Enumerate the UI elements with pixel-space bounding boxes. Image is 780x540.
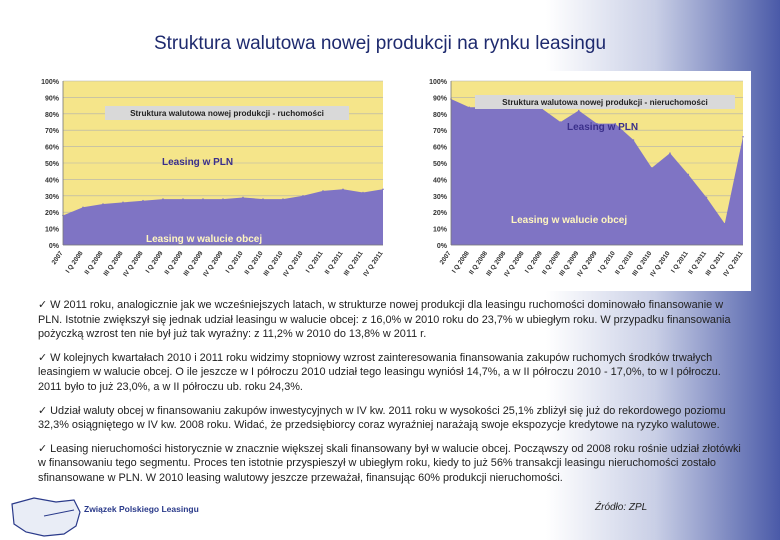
x-tick-label: IV Q 2010 xyxy=(649,250,672,279)
y-tick-label: 10% xyxy=(44,226,59,234)
data-point xyxy=(322,190,324,192)
bullet-item xyxy=(38,442,744,486)
x-tick-label: IV Q 2009 xyxy=(576,250,599,279)
org-name: Związek Polskiego Leasingu xyxy=(84,504,199,514)
bullet-text: Udział waluty obcej w finansowaniu zakupów inwestycyjnych w IV kw. 2011 roku w wysokości 25,1% zbliżył się już do rekordowego poziomu 32,3% osiągniętego w IV kw. 2008 roku. Widać, że przedsiębiorcy coraz wyraźniej narażają swoje ekspozycje kredytowe na ryzyko walutowe. xyxy=(38,404,726,432)
x-tick-label: II Q 2009 xyxy=(541,250,563,277)
y-tick-label: 100% xyxy=(41,79,59,86)
x-tick-label: I Q 2011 xyxy=(670,250,690,275)
data-point xyxy=(302,195,304,197)
data-point xyxy=(742,136,744,138)
checkmark-icon: ✓ xyxy=(38,351,48,364)
chart-movables-svg xyxy=(30,71,392,291)
x-tick-label: I Q 2010 xyxy=(224,250,245,275)
chart-movables xyxy=(30,71,392,291)
checkmark-icon: ✓ xyxy=(38,299,48,311)
slide-title: Struktura walutowa nowej produkcji na rynku leasingu xyxy=(153,33,607,54)
annotation-foreign: Leasing w walucie obcej xyxy=(146,234,263,245)
x-tick-label: I Q 2008 xyxy=(64,250,85,275)
y-tick-label: 90% xyxy=(44,95,59,103)
data-point xyxy=(706,197,708,199)
data-point xyxy=(687,174,689,176)
y-tick-label: 40% xyxy=(44,177,59,185)
x-tick-label: IV Q 2008 xyxy=(503,250,526,279)
annotation-foreign: Leasing w walucie obcej xyxy=(511,215,628,226)
data-point xyxy=(262,198,264,200)
y-tick-label: 30% xyxy=(432,193,447,201)
y-tick-label: 80% xyxy=(432,111,447,119)
y-tick-label: 80% xyxy=(44,111,59,119)
data-point xyxy=(122,202,124,204)
x-tick-label: III Q 2009 xyxy=(182,250,205,278)
y-tick-label: 70% xyxy=(44,128,59,136)
y-tick-label: 50% xyxy=(432,161,447,168)
data-point xyxy=(202,198,204,200)
data-point xyxy=(82,206,84,208)
bullet-item xyxy=(38,404,744,433)
annotation-pln: Leasing w PLN xyxy=(162,157,234,168)
x-tick-label: I Q 2010 xyxy=(596,250,617,275)
checkmark-icon: ✓ xyxy=(38,442,48,455)
x-tick-label: 2007 xyxy=(50,250,65,266)
x-tick-label: II Q 2010 xyxy=(614,250,636,277)
chart-title: Struktura walutowa nowej produkcji - nieruchomości xyxy=(502,98,708,107)
x-tick-label: I Q 2011 xyxy=(304,250,325,275)
data-point xyxy=(162,198,164,200)
data-point xyxy=(578,110,580,112)
bullet-item xyxy=(38,351,744,395)
y-tick-label: 0% xyxy=(48,243,59,250)
x-tick-label: IV Q 2009 xyxy=(202,250,225,279)
x-tick-label: III Q 2010 xyxy=(631,250,654,278)
y-tick-label: 20% xyxy=(44,210,59,218)
x-tick-label: II Q 2008 xyxy=(83,250,105,277)
data-point xyxy=(468,106,470,108)
bullet-list xyxy=(38,298,744,495)
x-tick-label: III Q 2008 xyxy=(485,250,508,278)
data-point xyxy=(382,188,384,190)
x-tick-label: IV Q 2008 xyxy=(122,250,145,279)
x-tick-label: III Q 2011 xyxy=(704,250,727,278)
x-tick-label: III Q 2011 xyxy=(342,250,365,278)
y-tick-label: 60% xyxy=(432,144,447,152)
x-tick-label: III Q 2008 xyxy=(102,250,125,278)
y-tick-label: 20% xyxy=(432,210,447,218)
x-tick-label: III Q 2009 xyxy=(558,250,581,278)
x-tick-label: I Q 2009 xyxy=(523,250,544,275)
data-point xyxy=(242,197,244,199)
data-point xyxy=(342,188,344,190)
y-tick-label: 70% xyxy=(432,128,447,136)
y-tick-label: 60% xyxy=(44,144,59,152)
checkmark-icon: ✓ xyxy=(38,404,48,417)
bullet-text: W 2011 roku, analogicznie jak we wcześniejszych latach, w strukturze nowej produkcji dla leasingu ruchomości dominowało finansowanie w PLN. Istotnie zwiększył się jednak udział leasingu w walucie obcej: z 16,0% w 2010 roku do 23,7% w ubiegłym roku. W przypadku finansowania pożyczką wzrost ten nie był już tak wyraźny: z 11,2% w 2010 do 13,8% w 2011 r. xyxy=(38,299,731,341)
x-tick-label: II Q 2011 xyxy=(687,250,709,276)
chart-real-estate xyxy=(419,71,751,291)
x-tick-label: IV Q 2010 xyxy=(282,250,305,279)
y-tick-label: 30% xyxy=(44,193,59,201)
data-point xyxy=(651,167,653,169)
x-tick-label: I Q 2009 xyxy=(144,250,165,275)
data-point xyxy=(669,152,671,154)
y-tick-label: 100% xyxy=(429,79,447,86)
data-point xyxy=(282,198,284,200)
x-tick-label: IV Q 2011 xyxy=(362,250,385,278)
data-point xyxy=(222,198,224,200)
data-point xyxy=(633,139,635,141)
poland-map-logo-icon xyxy=(4,494,264,538)
y-tick-label: 90% xyxy=(432,95,447,103)
data-point xyxy=(102,203,104,205)
x-tick-label: IV Q 2011 xyxy=(722,250,745,278)
data-point xyxy=(724,223,726,225)
bullet-text: W kolejnych kwartałach 2010 i 2011 roku widzimy stopniowy wzrost zainteresowania finansowania zakupów ruchomych środków trwałych leasingiem w walucie obcej. O ile jeszcze w I półroczu 2010 udział tego leasingu wyniósł 14,7%, a w II półroczu 2010 - 17,0%, to w I półroczu. 2011 było to już 23,0%, a w II półroczu ub. roku 24,3%. xyxy=(38,351,721,393)
x-tick-label: I Q 2008 xyxy=(450,250,471,275)
x-tick-label: II Q 2011 xyxy=(323,250,345,276)
x-tick-label: II Q 2010 xyxy=(243,250,265,277)
y-tick-label: 10% xyxy=(432,226,447,234)
data-point xyxy=(142,200,144,202)
y-tick-label: 40% xyxy=(432,177,447,185)
bullet-item xyxy=(38,298,744,342)
x-tick-label: II Q 2008 xyxy=(468,250,490,277)
annotation-pln: Leasing w PLN xyxy=(567,122,639,133)
x-tick-label: II Q 2009 xyxy=(163,250,185,277)
data-point xyxy=(182,198,184,200)
y-tick-label: 50% xyxy=(44,161,59,168)
data-point xyxy=(560,121,562,123)
chart-title: Struktura walutowa nowej produkcji - ruchomości xyxy=(130,109,324,118)
y-tick-label: 0% xyxy=(436,243,447,250)
x-tick-label: 2007 xyxy=(438,250,453,266)
bullet-text: Leasing nieruchomości historycznie w znacznie większej skali finansowany był w walucie obcej. Począwszy od 2008 roku rośnie udział złotówki w finansowaniu tego segmentu. Proces ten istotnie przyspieszył w ubiegłym roku, kiedy to już 56% transakcji leasingu nieruchomości zostało sfinansowane w PLN. W 2010 leasing walutowy jeszcze przeważał, finansując 60% produkcji nieruchomości. xyxy=(38,442,741,484)
data-point xyxy=(362,192,364,194)
source-note: Źródło: ZPL xyxy=(595,502,648,513)
x-tick-label: III Q 2010 xyxy=(262,250,285,278)
chart-real-estate-svg xyxy=(419,71,751,291)
